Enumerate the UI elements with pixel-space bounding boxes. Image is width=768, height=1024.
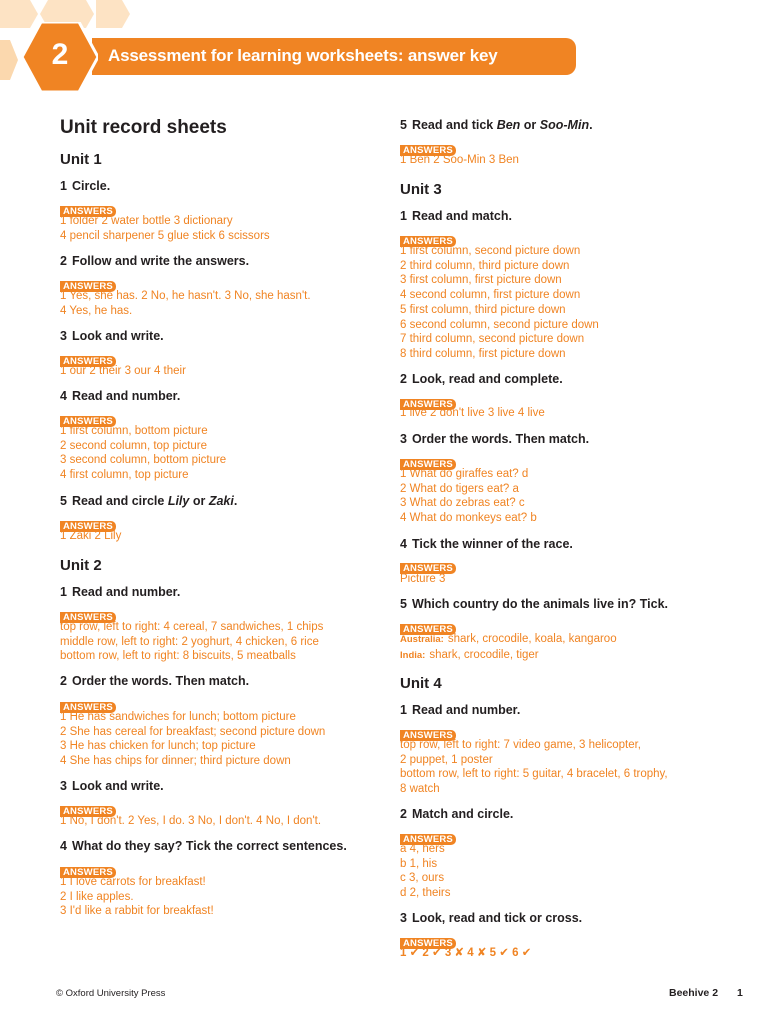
answers-badge: ANSWERS (400, 730, 456, 741)
u3-q4-title: 4 Tick the winner of the race. (400, 537, 573, 551)
unit-3-title: Unit 3 (400, 181, 442, 198)
answers-badge: ANSWERS (60, 416, 116, 427)
answers-badge: ANSWERS (400, 938, 456, 949)
answers-badge: ANSWERS (60, 206, 116, 217)
u4-q2-answers: a 4, hers b 1, his c 3, ours d 2, theirs (400, 843, 451, 900)
answers-badge: ANSWERS (400, 624, 456, 635)
answers-badge: ANSWERS (400, 563, 456, 574)
u2-q4-title: 4 What do they say? Tick the correct sentences. (60, 839, 347, 853)
footer-copyright: © Oxford University Press (56, 988, 166, 999)
u4-q3-answers: 1 ✔ 2 ✔ 3 ✘ 4 ✘ 5 ✔ 6 ✔ (400, 947, 532, 959)
u4-q1-title: 1 Read and number. (400, 703, 521, 717)
u1-q1-answers: 1 folder 2 water bottle 3 dictionary 4 pencil sharpener 5 glue stick 6 scissors (60, 215, 270, 242)
header-title: Assessment for learning worksheets: answer key (108, 46, 498, 65)
answers-badge: ANSWERS (400, 399, 456, 410)
u1-q4-answers: 1 first column, bottom picture 2 second column, top picture 3 second column, bottom picture 4 first column, top picture (60, 425, 227, 482)
answers-badge: ANSWERS (400, 834, 456, 845)
u2-q1-answers: top row, left to right: 4 cereal, 7 sandwiches, 1 chips middle row, left to right: 2 yoghurt, 4 chicken, 6 rice bottom row, left to right: 8 biscuits, 5 meatballs (60, 621, 324, 663)
u3-q2-answers: 1 live 2 don't live 3 live 4 live (400, 407, 545, 419)
answers-badge: ANSWERS (400, 145, 456, 156)
section-title: Unit record sheets (60, 117, 227, 138)
unit-2-title: Unit 2 (60, 557, 102, 574)
u2-q1-title: 1 Read and number. (60, 585, 181, 599)
u2-q2-title: 2 Order the words. Then match. (60, 674, 250, 688)
unit-4-title: Unit 4 (400, 675, 442, 692)
u3-q2-title: 2 Look, read and complete. (400, 372, 563, 386)
answers-badge: ANSWERS (400, 459, 456, 470)
u2-q4-answers: 1 I love carrots for breakfast! 2 I like apples. 3 I'd like a rabbit for breakfast! (60, 876, 214, 918)
u1-q2-answers: 1 Yes, she has. 2 No, he hasn't. 3 No, she hasn't. 4 Yes, he has. (60, 290, 311, 317)
u3-q5-answers: Australia: shark, crocodile, koala, kangaroo India: shark, crocodile, tiger (400, 633, 617, 661)
answers-badge: ANSWERS (60, 867, 116, 878)
u1-q5b-title: 5 Read and tick Ben or Soo-Min. (400, 118, 593, 132)
u2-q3-answers: 1 No, I don't. 2 Yes, I do. 3 No, I don't. 4 No, I don't. (60, 815, 322, 827)
u1-q5-title: 5 Read and circle Lily or Zaki. (60, 494, 238, 508)
u3-q1-answers: 1 first column, second picture down 2 third column, third picture down 3 first column, first picture down 4 second column, first picture down 5 first column, third picture down 6 second column, second picture down 7 third column, second picture down 8 third column, first picture down (400, 245, 599, 360)
u3-q3-title: 3 Order the words. Then match. (400, 432, 590, 446)
unit-1-title: Unit 1 (60, 151, 102, 168)
u1-q5b-answers: 1 Ben 2 Soo-Min 3 Ben (400, 154, 519, 166)
answers-badge: ANSWERS (400, 236, 456, 247)
footer-page-number: 1 (737, 987, 743, 999)
u2-q3-title: 3 Look and write. (60, 779, 164, 793)
u3-q5-title: 5 Which country do the animals live in? Tick. (400, 597, 669, 611)
u1-q4-title: 4 Read and number. (60, 389, 181, 403)
u3-q3-answers: 1 What do giraffes eat? d 2 What do tigers eat? a 3 What do zebras eat? c 4 What do monkeys eat? b (400, 468, 537, 525)
answers-badge: ANSWERS (60, 281, 116, 292)
answers-badge: ANSWERS (60, 356, 116, 367)
u3-q1-title: 1 Read and match. (400, 209, 512, 223)
u4-q3-title: 3 Look, read and tick or cross. (400, 911, 583, 925)
u1-q3-answers: 1 our 2 their 3 our 4 their (60, 365, 186, 377)
answers-badge: ANSWERS (60, 612, 116, 623)
u3-q4-answers: Picture 3 (400, 573, 446, 585)
answers-badge: ANSWERS (60, 806, 116, 817)
u1-q3-title: 3 Look and write. (60, 329, 164, 343)
footer-book-title: Beehive 2 (669, 987, 719, 999)
u4-q1-answers: top row, left to right: 7 video game, 3 helicopter, 2 puppet, 1 poster bottom row, left to right: 5 guitar, 4 bracelet, 6 trophy, 8 watch (400, 739, 668, 796)
u4-q2-title: 2 Match and circle. (400, 807, 514, 821)
answers-badge: ANSWERS (60, 521, 116, 532)
header-banner (92, 38, 576, 75)
u2-q2-answers: 1 He has sandwiches for lunch; bottom picture 2 She has cereal for breakfast; second picture down 3 He has chicken for lunch; top picture 4 She has chips for dinner; third picture down (60, 711, 326, 768)
chapter-number: 2 (51, 38, 69, 71)
u1-q2-title: 2 Follow and write the answers. (60, 254, 250, 268)
u1-q1-title: 1 Circle. (60, 179, 111, 193)
answers-badge: ANSWERS (60, 702, 116, 713)
u1-q5-answers: 1 Zaki 2 Lily (60, 530, 122, 542)
